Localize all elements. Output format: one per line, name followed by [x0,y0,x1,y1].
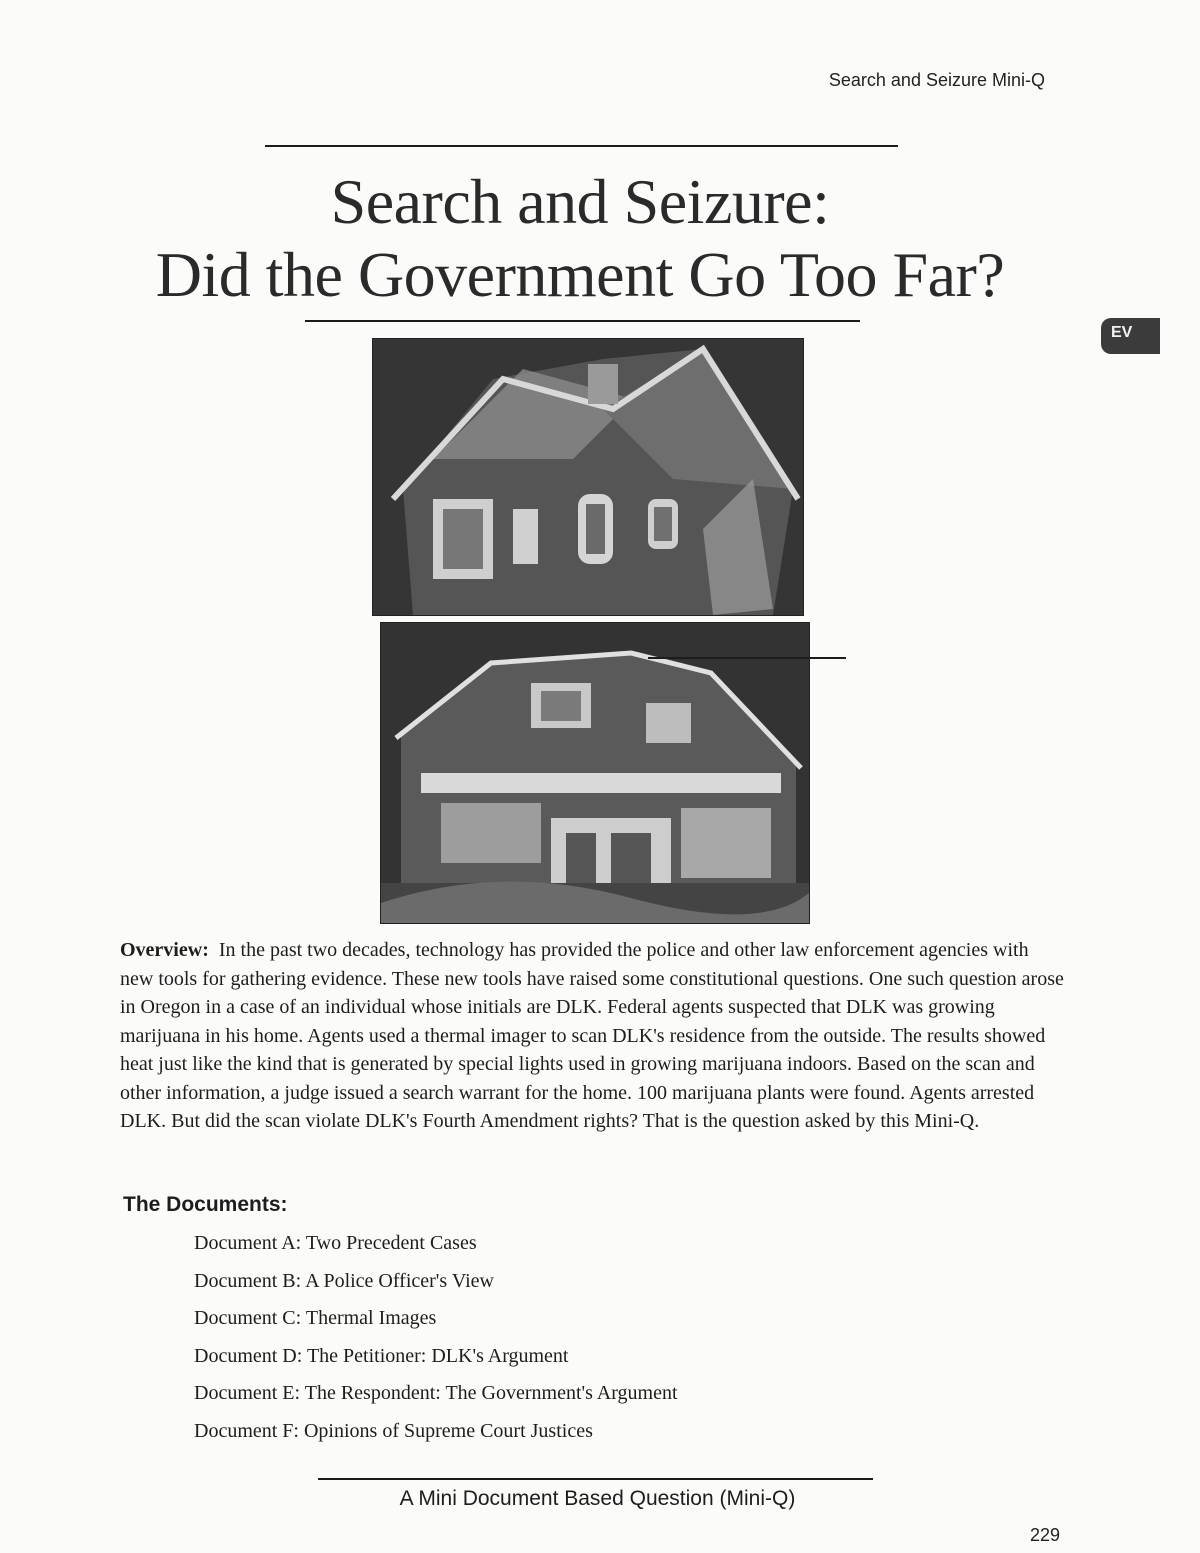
section-tab: EV [1101,318,1160,354]
document-c: Document C: Thermal Images [194,1307,437,1329]
overview-text: In the past two decades, technology has provided the police and other law enforcement agencies with new tools for gathering evidence. These new tools have raised some constitutional questions. One such question arose in Oregon in a case of an individual whose initials are DLK. Federal agents suspected that DLK was growing marijuana in his home. Agents used a thermal imager to scan DLK's residence from the outside. The results showed heat just like the kind that is generated by special lights used in growing marijuana indoors. Based on the scan and other information, a judge issued a search warrant for the home. 100 marijuana plants were found. Agents arrested DLK. But did the scan violate DLK's Fourth Amendment rights? That is the question asked by this Mini-Q. [120,939,1064,1132]
running-head: Search and Seizure Mini-Q [828,70,1045,90]
title-top-rule [265,145,898,147]
document-b: Document B: A Police Officer's View [194,1269,494,1292]
document-f: Document F: Opinions of Supreme Court Justices [194,1419,593,1442]
footer-text: A Mini Document Based Question (Mini-Q) [399,1487,796,1510]
overview-label: Overview: [120,939,209,961]
document-e: Document E: The Respondent: The Government's Argument [194,1382,678,1404]
documents-heading: The Documents: [123,1193,288,1216]
thermal-image-house-2 [380,622,810,924]
title-line-2: Did the Government Go Too Far? [155,239,1005,310]
thermal-image-house-1 [372,338,804,616]
title-bottom-rule [305,320,860,322]
footer-rule [318,1478,873,1480]
page-number: 229 [1029,1525,1060,1545]
documents-list [194,1228,678,1453]
overview-paragraph [120,936,1065,1136]
document-d: Document D: The Petitioner: DLK's Argument [194,1344,569,1367]
title-line-1: Search and Seizure: [330,166,830,237]
image-pointer-line [648,657,846,659]
document-a: Document A: Two Precedent Cases [194,1232,477,1254]
